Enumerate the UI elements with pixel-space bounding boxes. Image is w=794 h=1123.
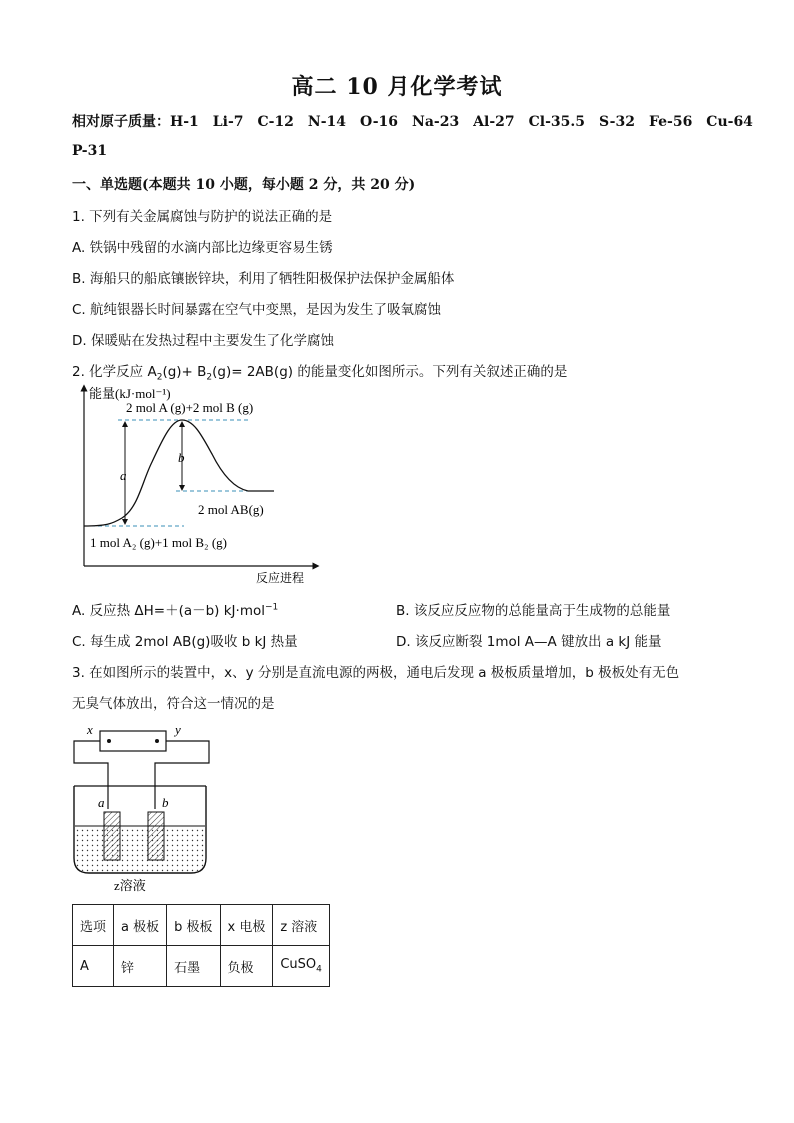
table-header-row [73, 905, 330, 946]
table-cell: 石墨 [167, 946, 220, 987]
table-cell: 负极 [220, 946, 273, 987]
q2-option-b: B. 该反应反应物的总能量高于生成物的总能量 [396, 603, 671, 619]
y-axis-label: 能量(kJ·mol⁻¹) [89, 386, 171, 402]
product-label: 2 mol AB(g) [198, 502, 264, 517]
solution-label: z溶液 [114, 878, 146, 893]
a-plate-label: a [98, 795, 105, 810]
b-plate-label: b [162, 795, 169, 810]
q1-option-c: C. 航纯银器长时间暴露在空气中变黑，是因为发生了吸氧腐蚀 [72, 302, 442, 318]
table-header-cell: a 极板 [114, 905, 167, 946]
table-header-cell: x 电极 [220, 905, 273, 946]
section-heading: 一、单选题(本题共 10 小题，每小题 2 分，共 20 分) [72, 177, 416, 193]
atomic-masses-line1: 相对原子质量：H-1 Li-7 C-12 N-14 O-16 Na-23 Al-27 Cl-35.5 S-32 Fe-56 Cu-64 [72, 114, 753, 130]
table-header-cell: b 极板 [167, 905, 220, 946]
options-table [72, 904, 330, 987]
electrode-b [148, 812, 164, 860]
reactant-label: 1 mol A₂ (g)+1 mol B₂ (g) [90, 535, 228, 550]
y-terminal [155, 739, 159, 743]
atomic-masses-line2: P-31 [72, 143, 108, 159]
x-axis-label: 反应进程 [256, 571, 305, 585]
x-terminal [107, 739, 111, 743]
q3-stem-line1: 3. 在如图所示的装置中，x、y 分别是直流电源的两极，通电后发现 a 极板质量增加，b 极板处有无色 [72, 665, 680, 681]
electrode-a [104, 812, 120, 860]
table-header-cell: z 溶液 [273, 905, 330, 946]
table-cell: A [73, 946, 114, 987]
q1-option-b: B. 海船只的船底镶嵌锌块，利用了牺牲阳极保护法保护金属船体 [72, 271, 455, 287]
solution [75, 826, 205, 872]
q3-stem-line2: 无臭气体放出，符合这一情况的是 [72, 696, 275, 712]
y-label: y [175, 722, 181, 737]
energy-diagram [72, 380, 332, 590]
table-row [73, 946, 330, 987]
b-label: b [178, 450, 185, 465]
q1-stem: 1. 下列有关金属腐蚀与防护的说法正确的是 [72, 209, 333, 225]
q2-option-d: D. 该反应断裂 1mol A—A 键放出 a kJ 能量 [396, 634, 662, 650]
q2-stem: 2. 化学反应 $A_2(g)+ B_2(g)= 2AB(g)$ 的能量变化如图所示。下列有关叙述正确的是 [72, 364, 568, 383]
transition-state-label: 2 mol A (g)+2 mol B (g) [126, 400, 254, 415]
table-cell: CuSO$_4$ [273, 946, 330, 987]
table-cell: 锌 [114, 946, 167, 987]
a-label: a [120, 468, 127, 483]
q1-option-a: A. 铁锅中残留的水滴内部比边缘更容易生锈 [72, 240, 333, 256]
q2-option-c: C. 每生成 2mol AB(g)吸收 b kJ 热量 [72, 634, 298, 650]
q2-option-a: A. 反应热 ΔH=＋(a－b) kJ·mol$^{-1}$ [72, 602, 279, 619]
electrolysis-diagram [70, 718, 220, 900]
table-header-cell: 选项 [73, 905, 114, 946]
page-title: 高二 10 月化学考试 [291, 74, 503, 100]
q1-option-d: D. 保暖贴在发热过程中主要发生了化学腐蚀 [72, 333, 334, 349]
x-label: x [87, 722, 93, 737]
